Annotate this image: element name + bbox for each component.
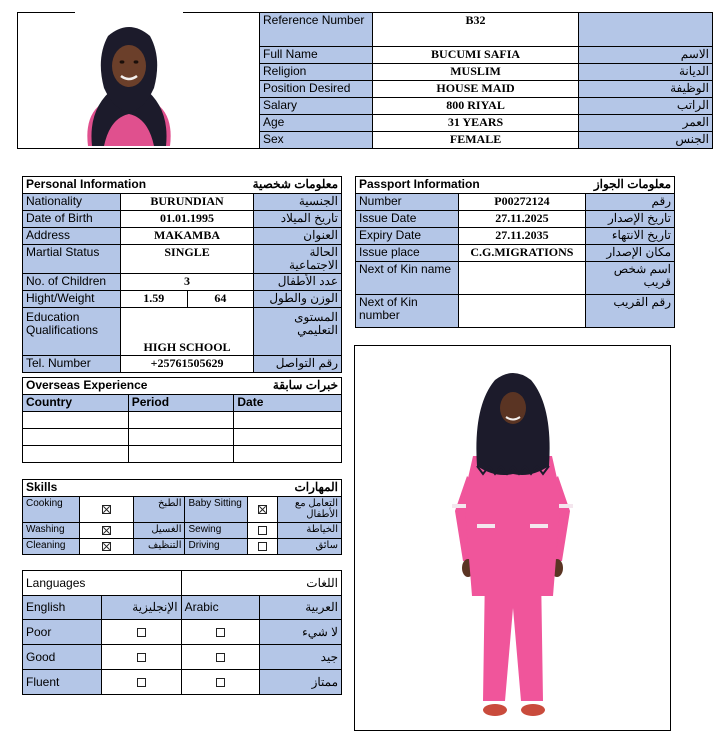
label-issue-date: Issue Date bbox=[356, 211, 459, 228]
value-kin-name bbox=[458, 262, 586, 295]
arabic-issue-place: مكان الإصدار bbox=[586, 245, 675, 262]
header-table bbox=[259, 12, 713, 149]
languages-table bbox=[22, 570, 342, 695]
lang-english-ar: الإنجليزية bbox=[101, 596, 181, 620]
arabic-sex: الجنس bbox=[579, 132, 713, 149]
value-issue-date: 27.11.2025 bbox=[458, 211, 586, 228]
checkbox-icon bbox=[102, 542, 111, 551]
lang-arabic-ar: العربية bbox=[260, 596, 342, 620]
personal-title: Personal Information bbox=[23, 177, 188, 194]
skill-driving-check[interactable] bbox=[248, 539, 278, 555]
english-good-check[interactable] bbox=[101, 645, 181, 670]
table-row bbox=[23, 446, 342, 463]
arabic-good-check[interactable] bbox=[181, 645, 260, 670]
label-issue-place: Issue place bbox=[356, 245, 459, 262]
value-tel: +25761505629 bbox=[120, 356, 253, 373]
arabic-passport-number: رقم bbox=[586, 194, 675, 211]
level-poor: Poor bbox=[23, 620, 102, 645]
value-full-name: BUCUMI SAFIA bbox=[372, 47, 578, 64]
overseas-title: Overseas Experience bbox=[23, 378, 234, 395]
level-good: Good bbox=[23, 645, 102, 670]
skill-washing-ar: الغسيل bbox=[133, 523, 185, 539]
value-issue-place: C.G.MIGRATIONS bbox=[458, 245, 586, 262]
skill-driving-label: Driving bbox=[185, 539, 248, 555]
skills-table bbox=[22, 479, 342, 555]
label-religion: Religion bbox=[260, 64, 373, 81]
level-poor-ar: لا شيء bbox=[260, 620, 342, 645]
arabic-kin-number: رقم القريب bbox=[586, 295, 675, 328]
checkbox-icon bbox=[137, 678, 146, 687]
skill-cleaning-check[interactable] bbox=[79, 539, 133, 555]
arabic-tel: رقم التواصل bbox=[254, 356, 342, 373]
skill-sewing-ar: الخياطة bbox=[278, 523, 342, 539]
label-passport-number: Number bbox=[356, 194, 459, 211]
skills-title-ar: المهارات bbox=[185, 480, 342, 497]
arabic-expiry-date: تاريخ الانتهاء bbox=[586, 228, 675, 245]
value-marital: SINGLE bbox=[120, 245, 253, 274]
arabic-dob: تاريخ الميلاد bbox=[254, 211, 342, 228]
label-children: No. of Children bbox=[23, 274, 121, 291]
skill-sewing-label: Sewing bbox=[185, 523, 248, 539]
skill-sewing-check[interactable] bbox=[248, 523, 278, 539]
languages-title-ar: اللغات bbox=[181, 571, 341, 596]
value-height: 1.59 bbox=[120, 291, 187, 308]
level-good-ar: جيد bbox=[260, 645, 342, 670]
header-frame-bottom bbox=[17, 148, 259, 149]
value-expiry-date: 27.11.2035 bbox=[458, 228, 586, 245]
arabic-nationality: الجنسية bbox=[254, 194, 342, 211]
skill-washing-check[interactable] bbox=[79, 523, 133, 539]
level-fluent-ar: ممتاز bbox=[260, 670, 342, 695]
label-marital: Martial Status bbox=[23, 245, 121, 274]
skill-babysitting-label: Baby Sitting bbox=[185, 497, 248, 523]
passport-title: Passport Information bbox=[356, 177, 586, 194]
value-salary: 800 RIYAL bbox=[372, 98, 578, 115]
header-frame-left bbox=[17, 12, 18, 148]
skill-babysitting-ar: التعامل مع الأطفال bbox=[278, 497, 342, 523]
value-address: MAKAMBA bbox=[120, 228, 253, 245]
label-nationality: Nationality bbox=[23, 194, 121, 211]
value-weight: 64 bbox=[187, 291, 254, 308]
value-dob: 01.01.1995 bbox=[120, 211, 253, 228]
label-expiry-date: Expiry Date bbox=[356, 228, 459, 245]
label-full-name: Full Name bbox=[260, 47, 373, 64]
skills-title: Skills bbox=[23, 480, 185, 497]
skill-cooking-check[interactable] bbox=[79, 497, 133, 523]
lang-arabic: Arabic bbox=[181, 596, 260, 620]
full-body-photo-frame bbox=[354, 345, 671, 731]
checkbox-icon bbox=[216, 653, 225, 662]
label-sex: Sex bbox=[260, 132, 373, 149]
value-kin-number bbox=[458, 295, 586, 328]
checkbox-icon bbox=[137, 628, 146, 637]
value-position: HOUSE MAID bbox=[372, 81, 578, 98]
overseas-title-ar: خبرات سابقة bbox=[234, 378, 342, 395]
skill-driving-ar: سائق bbox=[278, 539, 342, 555]
label-position: Position Desired bbox=[260, 81, 373, 98]
checkbox-icon bbox=[258, 526, 267, 535]
label-education: Education Qualifications bbox=[23, 308, 121, 356]
col-date: Date bbox=[234, 395, 342, 412]
arabic-marital: الحالة الاجتماعية bbox=[254, 245, 342, 274]
value-children: 3 bbox=[120, 274, 253, 291]
skill-cleaning-label: Cleaning bbox=[23, 539, 80, 555]
overseas-table bbox=[22, 377, 342, 463]
languages-title: Languages bbox=[23, 571, 182, 596]
level-fluent: Fluent bbox=[23, 670, 102, 695]
label-dob: Date of Birth bbox=[23, 211, 121, 228]
arabic-education: المستوى التعليمي bbox=[254, 308, 342, 356]
arabic-position: الوظيفة bbox=[579, 81, 713, 98]
label-height-weight: Hight/Weight bbox=[23, 291, 121, 308]
lang-english: English bbox=[23, 596, 102, 620]
arabic-children: عدد الأطفال bbox=[254, 274, 342, 291]
label-salary: Salary bbox=[260, 98, 373, 115]
arabic-address: العنوان bbox=[254, 228, 342, 245]
arabic-religion: الديانة bbox=[579, 64, 713, 81]
label-age: Age bbox=[260, 115, 373, 132]
checkbox-icon bbox=[137, 653, 146, 662]
top-rule-left bbox=[17, 12, 75, 13]
label-reference: Reference Number bbox=[260, 13, 373, 47]
full-body-photo bbox=[355, 346, 670, 730]
value-education: HIGH SCHOOL bbox=[120, 308, 253, 356]
table-row bbox=[23, 429, 342, 446]
arabic-issue-date: تاريخ الإصدار bbox=[586, 211, 675, 228]
table-row bbox=[23, 412, 342, 429]
top-rule-right bbox=[183, 12, 259, 13]
passport-info-table bbox=[355, 176, 675, 328]
headshot-photo bbox=[74, 18, 184, 146]
checkbox-icon bbox=[102, 526, 111, 535]
col-country: Country bbox=[23, 395, 129, 412]
value-passport-number: P00272124 bbox=[458, 194, 586, 211]
personal-title-ar: معلومات شخصية bbox=[187, 177, 341, 194]
label-address: Address bbox=[23, 228, 121, 245]
value-age: 31 YEARS bbox=[372, 115, 578, 132]
arabic-age: العمر bbox=[579, 115, 713, 132]
arabic-kin-name: اسم شخص قريب bbox=[586, 262, 675, 295]
personal-info-table bbox=[22, 176, 342, 373]
value-religion: MUSLIM bbox=[372, 64, 578, 81]
label-kin-number: Next of Kin number bbox=[356, 295, 459, 328]
skill-cooking-label: Cooking bbox=[23, 497, 80, 523]
checkbox-icon bbox=[216, 678, 225, 687]
arabic-fluent-check[interactable] bbox=[181, 670, 260, 695]
skill-babysitting-check[interactable] bbox=[248, 497, 278, 523]
arabic-poor-check[interactable] bbox=[181, 620, 260, 645]
english-poor-check[interactable] bbox=[101, 620, 181, 645]
passport-title-ar: معلومات الجواز bbox=[586, 177, 675, 194]
arabic-reference bbox=[579, 13, 713, 47]
checkbox-icon bbox=[258, 505, 267, 514]
checkbox-icon bbox=[216, 628, 225, 637]
arabic-height-weight: الوزن والطول bbox=[254, 291, 342, 308]
value-nationality: BURUNDIAN bbox=[120, 194, 253, 211]
col-period: Period bbox=[128, 395, 234, 412]
value-reference: B32 bbox=[372, 13, 578, 47]
checkbox-icon bbox=[102, 505, 111, 514]
label-kin-name: Next of Kin name bbox=[356, 262, 459, 295]
skill-cooking-ar: الطبخ bbox=[133, 497, 185, 523]
arabic-full-name: الاسم bbox=[579, 47, 713, 64]
value-sex: FEMALE bbox=[372, 132, 578, 149]
english-fluent-check[interactable] bbox=[101, 670, 181, 695]
arabic-salary: الراتب bbox=[579, 98, 713, 115]
skill-washing-label: Washing bbox=[23, 523, 80, 539]
label-tel: Tel. Number bbox=[23, 356, 121, 373]
skill-cleaning-ar: التنظيف bbox=[133, 539, 185, 555]
checkbox-icon bbox=[258, 542, 267, 551]
